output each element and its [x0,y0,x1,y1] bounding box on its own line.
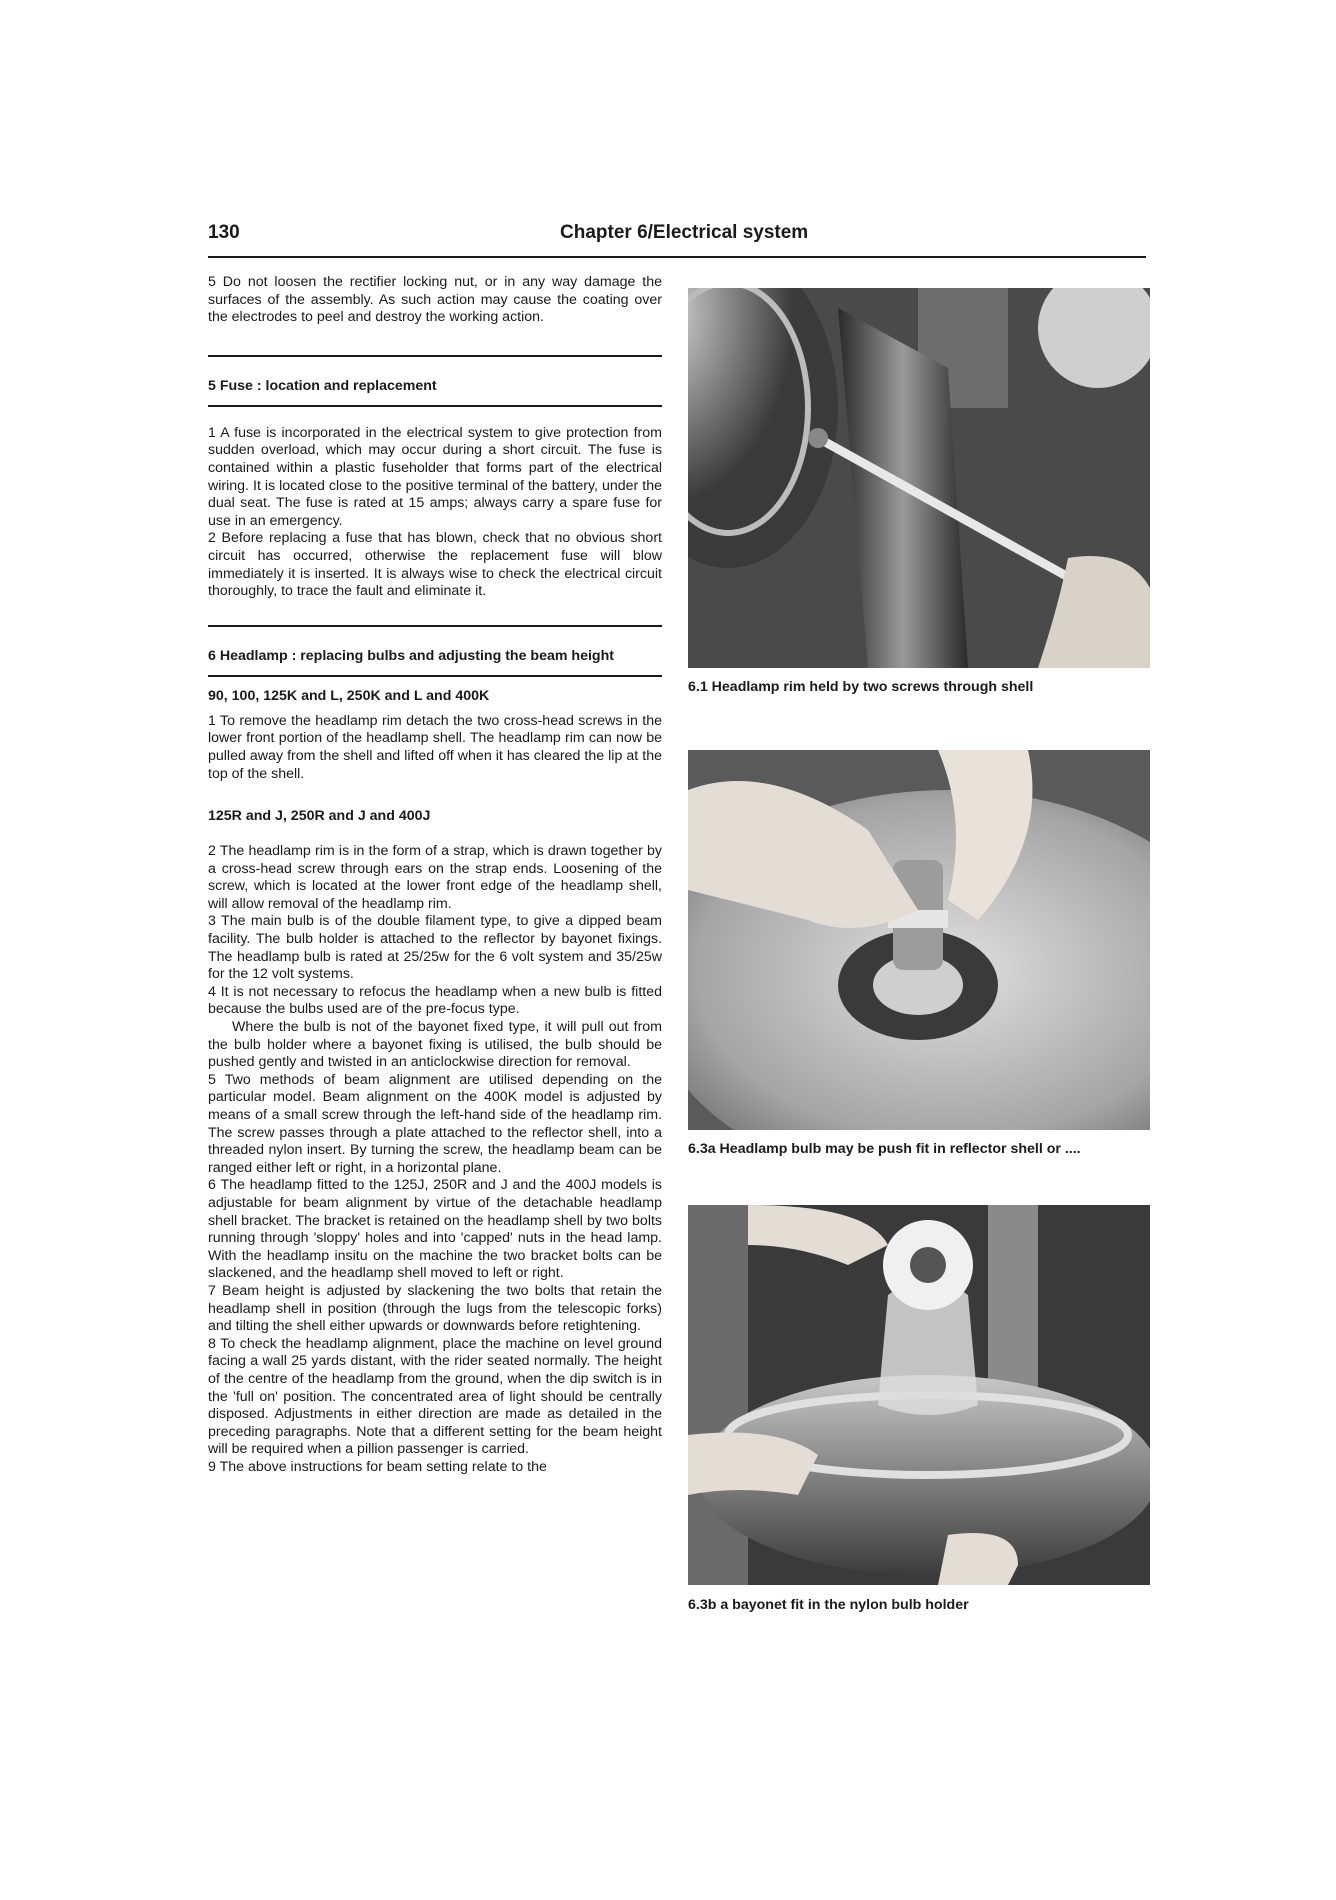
section6-paragraph: Where the bulb is not of the bayonet fixed type, it will pull out from the bulb holder where a bayonet fixing is utilised, the bulb should be pushed gently and twisted in an anticlockwise direction for removal. [208,1019,662,1071]
figure-caption: 6.1 Headlamp rim held by two screws through shell [688,679,1034,695]
section6-paragraph: 1 To remove the headlamp rim detach the two cross-head screws in the lower front portion of the headlamp shell. The headlamp rim can now be pulled away from the shell and lifted off when it has cleared the lip at the top of the shell. [208,712,662,782]
figure-6-1-photo [688,288,1150,668]
section6-paragraph: 2 The headlamp rim is in the form of a strap, which is drawn together by a cross-head screw through ears on the strap ends. Loosening of the screw, which is located at the lower front edge of the headlamp shell, will allow removal of the headlamp rim. [208,843,662,912]
section5-heading: 5 Fuse : location and replacement [208,355,662,407]
section5-paragraph: 2 Before replacing a fuse that has blown, check that no obvious short circuit has occurred, otherwise the replacement fuse will blow immediately it is inserted. It is always wise to check the electrical circuit thoroughly, to trace the fault and eliminate it. [208,530,662,600]
section6-paragraph: 4 It is not necessary to refocus the headlamp when a new bulb is fitted because the bulbs used are of the pre-focus type. [208,983,662,1018]
page-number: 130 [208,222,240,243]
section6-paragraph: 6 The headlamp fitted to the 125J, 250R and J and the 400J models is adjustable for beam alignment by virtue of the detachable headlamp shell bracket. The bracket is retained on the headlamp shell by two bolts running through 'sloppy' holes and into 'capped' nuts in the head lamp. With the headlamp insitu on the machine the two bracket bolts can be slackened, and the headlamp shell moved to left or right. [208,1177,662,1282]
figure-6-3b-photo [688,1205,1150,1585]
intro-paragraph: 5 Do not loosen the rectifier locking nut, or in any way damage the surfaces of the assembly. As such action may cause the coating over the electrodes to peel and destroy the working action. [208,274,662,326]
figure-caption: 6.3a Headlamp bulb may be push fit in reflector shell or .... [688,1141,1081,1157]
section6-subheading-2: 125R and J, 250R and J and 400J [208,808,431,825]
section6-paragraph: 3 The main bulb is of the double filament type, to give a dipped beam facility. The bulb holder is attached to the reflector by bayonet fixings. The headlamp bulb is rated at 25/25w for the 6 volt system and 35/25w for the 12 volt systems. [208,913,662,983]
section6-subheading-1: 90, 100, 125K and L, 250K and L and 400K [208,687,490,704]
section6-paragraph: 7 Beam height is adjusted by slackening the two bolts that retain the headlamp shell in position (through the lugs from the telescopic forks) and tilting the shell either upwards or downwards before retightening. [208,1282,662,1335]
figure-6-3a-photo [688,750,1150,1130]
chapter-title: Chapter 6/Electrical system [560,222,809,243]
left-column [208,274,662,1476]
section6-heading: 6 Headlamp : replacing bulbs and adjusting the beam height [208,625,662,677]
header-rule [208,256,1146,258]
section6-paragraph: 9 The above instructions for beam setting relate to the [208,1458,547,1475]
figure-caption: 6.3b a bayonet fit in the nylon bulb holder [688,1597,969,1613]
section6-paragraph: 8 To check the headlamp alignment, place the machine on level ground facing a wall 25 yards distant, with the rider seated normally. The height of the centre of the headlamp from the ground, when the dip switch is in the 'full on' position. The concentrated area of light should be centrally disposed. Adjustments in either direction are made as detailed in the preceding paragraphs. Note that a different setting for the beam height will be required when a pillion passenger is carried. [208,1335,662,1458]
section5-paragraph: 1 A fuse is incorporated in the electrical system to give protection from sudden overload, which may occur during a short circuit. The fuse is contained within a plastic fuseholder that forms part of the electrical wiring. It is located close to the positive terminal of the battery, under the dual seat. The fuse is rated at 15 amps; always carry a spare fuse for use in an emergency. [208,424,662,529]
section6-paragraph: 5 Two methods of beam alignment are utilised depending on the particular model. Beam alignment on the 400K model is adjusted by means of a small screw through the left-hand side of the headlamp rim. The screw passes through a plate attached to the reflector shell, into a threaded nylon insert. By turning the screw, the headlamp beam can be ranged either left or right, in a horizontal plane. [208,1071,662,1176]
